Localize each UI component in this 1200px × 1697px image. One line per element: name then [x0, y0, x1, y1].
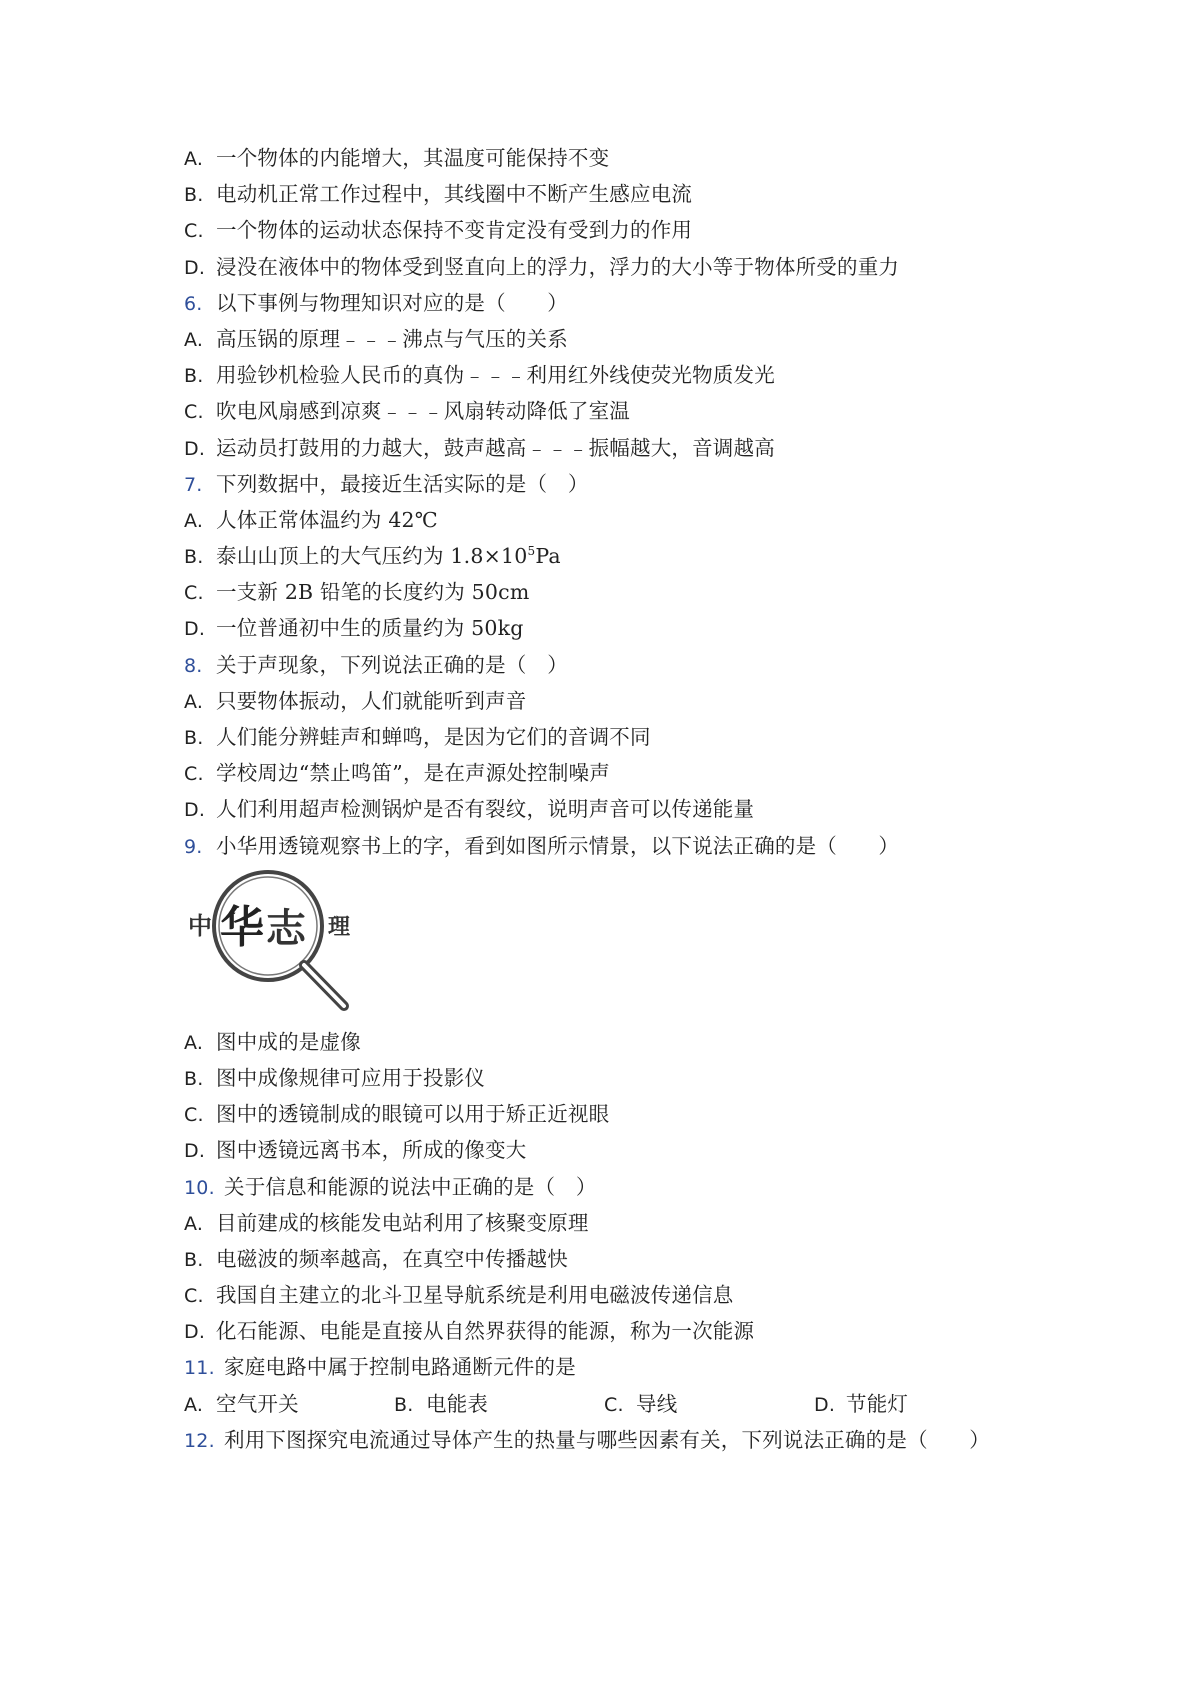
option-line	[184, 538, 1024, 574]
question-stem	[184, 1169, 1024, 1205]
figure-char: 中	[188, 911, 212, 940]
question-list	[184, 140, 1024, 1458]
question-stem	[184, 1349, 1024, 1385]
option-label: D.	[184, 437, 206, 460]
option-label: C.	[184, 763, 204, 786]
option-text: 人们能分辨蛙声和蝉鸣，是因为它们的音调不同	[216, 725, 651, 749]
option-text: 化石能源、电能是直接从自然界获得的能源，称为一次能源	[216, 1319, 755, 1344]
option-line	[184, 574, 1024, 610]
question-stem	[184, 285, 1024, 321]
option-line	[184, 430, 1024, 466]
figure-char: 华	[220, 901, 264, 953]
option-label: D.	[184, 618, 206, 641]
option-line	[184, 1277, 1024, 1313]
option-label: A.	[184, 509, 204, 532]
option-label: B.	[184, 365, 204, 388]
option-text: 图中透镜远离书本，所成的像变大	[216, 1138, 527, 1163]
question-stem	[184, 828, 1024, 864]
option-label: D.	[814, 1393, 836, 1416]
option-text: 一个物体的内能增大，其温度可能保持不变	[216, 146, 610, 170]
option-label: D.	[184, 799, 206, 822]
option-label: A.	[184, 1031, 204, 1054]
option-label: A.	[184, 328, 204, 351]
option-text: 浸没在液体中的物体受到竖直向上的浮力，浮力的大小等于物体所受的重力	[216, 254, 900, 279]
option-superscript: 5	[527, 544, 536, 559]
option-line	[184, 140, 1024, 176]
question-number: 12.	[184, 1429, 215, 1452]
option-label: D.	[184, 1321, 206, 1344]
option-label: B.	[184, 546, 204, 569]
option-text: 人体正常体温约为 42℃	[216, 507, 438, 532]
option-text: 高压锅的原理﹣﹣﹣沸点与气压的关系	[216, 326, 568, 351]
option-label: A.	[184, 1393, 204, 1416]
option-label: B.	[184, 1248, 204, 1271]
magnifier-illustration	[184, 864, 384, 1024]
question-number: 7.	[184, 473, 203, 496]
option-text: 图中成像规律可应用于投影仪	[216, 1065, 486, 1090]
question-text: 下列数据中，最接近生活实际的是（ ）	[216, 471, 589, 496]
option-text: 人们利用超声检测锅炉是否有裂纹，说明声音可以传递能量	[216, 797, 755, 822]
option-label: C.	[184, 1104, 204, 1127]
option-label: A.	[184, 690, 204, 713]
question-stem	[184, 466, 1024, 502]
option-text: 图中的透镜制成的眼镜可以用于矫正近视眼	[216, 1102, 610, 1127]
option-line	[184, 321, 1024, 357]
option-line	[184, 1205, 1024, 1241]
option-row	[184, 1386, 1024, 1422]
option-text: 节能灯	[846, 1391, 909, 1416]
magnifier-handle-highlight	[304, 965, 344, 1006]
question-number: 8.	[184, 654, 203, 677]
option-label: B.	[184, 184, 204, 207]
option-text: 电动机正常工作过程中，其线圈中不断产生感应电流	[216, 182, 693, 207]
option-text: 一个物体的运动状态保持不变肯定没有受到力的作用	[216, 218, 693, 243]
option-text: 只要物体振动，人们就能听到声音	[216, 688, 527, 713]
option-line	[184, 176, 1024, 212]
question-text: 以下事例与物理知识对应的是（ ）	[216, 290, 568, 315]
option-label: A.	[184, 148, 204, 170]
option-text: 导线	[636, 1391, 678, 1416]
question-number: 6.	[184, 292, 203, 315]
option-line	[184, 357, 1024, 393]
option-text: 我国自主建立的北斗卫星导航系统是利用电磁波传递信息	[216, 1283, 734, 1308]
question-stem	[184, 647, 1024, 683]
option-text: 目前建成的核能发电站利用了核聚变原理	[216, 1210, 589, 1235]
question-text: 小华用透镜观察书上的字，看到如图所示情景，以下说法正确的是（ ）	[216, 833, 900, 858]
option-label: C.	[604, 1393, 624, 1416]
option-label: C.	[184, 1285, 204, 1308]
option-text: 图中成的是虚像	[216, 1029, 361, 1054]
option-label: C.	[184, 220, 204, 243]
option-line	[184, 1241, 1024, 1277]
option-item	[394, 1386, 604, 1422]
question-text: 关于声现象，下列说法正确的是（ ）	[216, 652, 568, 677]
option-label: B.	[184, 727, 204, 749]
option-label: A.	[184, 1212, 204, 1235]
question-text: 家庭电路中属于控制电路通断元件的是	[224, 1355, 576, 1380]
option-label: C.	[184, 582, 204, 605]
option-line	[184, 610, 1024, 646]
option-label: D.	[184, 256, 206, 279]
option-line	[184, 1096, 1024, 1132]
option-label: B.	[184, 1067, 204, 1090]
option-item	[184, 1386, 394, 1422]
option-item	[604, 1386, 814, 1422]
option-text: 一位普通初中生的质量约为 50kg	[216, 616, 524, 641]
option-line	[184, 212, 1024, 248]
option-text: 一支新 2B 铅笔的长度约为 50cm	[216, 580, 530, 605]
option-text: 电磁波的频率越高，在真空中传播越快	[216, 1246, 568, 1271]
figure-char: 志	[266, 905, 306, 952]
option-line	[184, 755, 1024, 791]
option-line	[184, 719, 1024, 755]
option-line	[184, 1024, 1024, 1060]
option-text: 空气开关	[216, 1391, 299, 1416]
option-text: 学校周边“禁止鸣笛”，是在声源处控制噪声	[216, 761, 610, 786]
question-number: 9.	[184, 835, 203, 858]
option-unit: Pa	[535, 544, 561, 569]
option-item	[814, 1386, 1024, 1422]
magnifier-figure	[184, 864, 1024, 1024]
question-number: 10.	[184, 1176, 215, 1199]
option-text: 运动员打鼓用的力越大，鼓声越高﹣﹣﹣振幅越大，音调越高	[216, 435, 775, 460]
option-line	[184, 393, 1024, 429]
option-label: C.	[184, 401, 204, 424]
option-line	[184, 502, 1024, 538]
option-label: B.	[394, 1393, 414, 1416]
option-line	[184, 1132, 1024, 1168]
option-line	[184, 791, 1024, 827]
option-text: 用验钞机检验人民币的真伪﹣﹣﹣利用红外线使荧光物质发光	[216, 363, 775, 388]
question-text: 关于信息和能源的说法中正确的是（ ）	[224, 1174, 597, 1199]
question-number: 11.	[184, 1357, 215, 1380]
option-line	[184, 249, 1024, 285]
option-text: 电能表	[426, 1391, 489, 1416]
option-line	[184, 683, 1024, 719]
option-label: D.	[184, 1140, 206, 1163]
question-stem	[184, 1422, 1024, 1458]
figure-char: 理	[328, 914, 351, 940]
option-line	[184, 1060, 1024, 1096]
question-text: 利用下图探究电流通过导体产生的热量与哪些因素有关，下列说法正确的是（ ）	[224, 1427, 990, 1452]
option-line	[184, 1313, 1024, 1349]
option-text: 吹电风扇感到凉爽﹣﹣﹣风扇转动降低了室温	[216, 399, 630, 424]
option-text: 泰山山顶上的大气压约为 1.8×10	[216, 544, 528, 569]
